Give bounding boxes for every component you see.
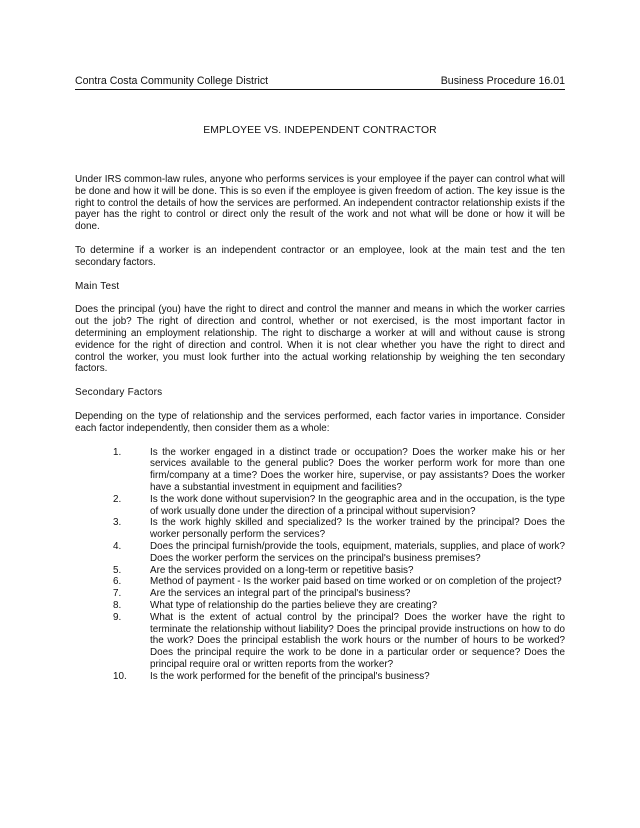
factor-number: 10. <box>113 670 127 682</box>
factor-list <box>75 447 565 683</box>
factor-number: 2. <box>113 493 122 505</box>
factor-text: Method of payment - Is the worker paid based on time worked or on completion of the project? <box>150 576 562 588</box>
factor-number: 8. <box>113 599 122 611</box>
main-test-heading: Main Test <box>75 280 120 292</box>
page-header <box>75 75 565 90</box>
factor-number: 6. <box>113 576 122 588</box>
factor-item <box>75 494 565 518</box>
factor-text: Is the work performed for the benefit of the principal's business? <box>150 670 430 682</box>
secondary-factors-paragraph: Depending on the type of relationship and the services performed, each factor varies in importance. Consider each factor independently, then consider them as a whole: <box>75 410 565 434</box>
factor-text: What type of relationship do the parties believe they are creating? <box>150 599 438 611</box>
main-test-paragraph: Does the principal (you) have the right to direct and control the manner and means in which the worker carries out the job? The right of direction and control, whether or not exercised, is the most important factor in determining an employment relationship. The right to discharge a worker at will and without cause is strong evidence for the right of direction and control. When it is not clear whether you have the right to direct and control the worker, you must look further into the actual working relationship by weighing the ten secondary factors. <box>75 304 565 375</box>
factor-item <box>75 576 565 588</box>
factor-item <box>75 565 565 577</box>
factor-text: Is the work highly skilled and specialized? Is the worker trained by the principal? Does the worker personally perform the services? <box>150 517 565 541</box>
factor-number: 5. <box>113 564 122 576</box>
document-title: EMPLOYEE VS. INDEPENDENT CONTRACTOR <box>203 125 437 136</box>
intro-paragraph: Under IRS common-law rules, anyone who performs services is your employee if the payer can control what will be done and how it will be done. This is so even if the employee is given freedom of action. The key issue is the right to control the details of how the services are performed. An independent contractor relationship exists if the payer has the right to control or direct only the result of the work and not what will be done or how it will be done. <box>75 174 565 233</box>
factor-item <box>75 588 565 600</box>
factor-number: 3. <box>113 517 122 529</box>
document-body <box>75 174 565 682</box>
factor-text: Is the worker engaged in a distinct trade or occupation? Does the worker make his or her services available to the general public? Does the worker perform work for more than one firm/company at a time? Does the worker hire, supervise, or pay assistants? Does the worker have a substantial investment in equipment and facilities? <box>150 446 565 493</box>
factor-text: Are the services an integral part of the principal's business? <box>150 588 411 600</box>
factor-item <box>75 612 565 671</box>
factor-item <box>75 541 565 565</box>
factor-text: Is the work done without supervision? In the geographic area and in the occupation, is the type of work usually done under the direction of a principal without supervision? <box>150 493 565 517</box>
factor-text: Does the principal furnish/provide the tools, equipment, materials, supplies, and place of work? Does the worker perform the services on the principal's business premises? <box>150 540 565 564</box>
header-procedure-number: Business Procedure 16.01 <box>440 75 565 87</box>
factor-text: What is the extent of actual control by the principal? Does the worker have the right to terminate the relationship without liability? Does the principal provide instructions on how to do the work? Does the principal establish the work hours or the number of hours to be worked? Does the principal require the work to be done in a particular order or sequence? Does the principal require oral or written reports from the worker? <box>150 611 565 670</box>
determine-paragraph: To determine if a worker is an independent contractor or an employee, look at the main test and the ten secondary factors. <box>75 244 565 268</box>
header-organization: Contra Costa Community College District <box>75 75 269 87</box>
factor-item <box>75 517 565 541</box>
factor-number: 4. <box>113 540 122 552</box>
factor-item <box>75 671 565 683</box>
factor-number: 1. <box>113 446 122 458</box>
factor-text: Are the services provided on a long-term or repetitive basis? <box>150 564 414 576</box>
factor-item <box>75 447 565 494</box>
factor-number: 9. <box>113 611 122 623</box>
secondary-factors-heading: Secondary Factors <box>75 387 163 399</box>
factor-number: 7. <box>113 588 122 600</box>
factor-item <box>75 600 565 612</box>
